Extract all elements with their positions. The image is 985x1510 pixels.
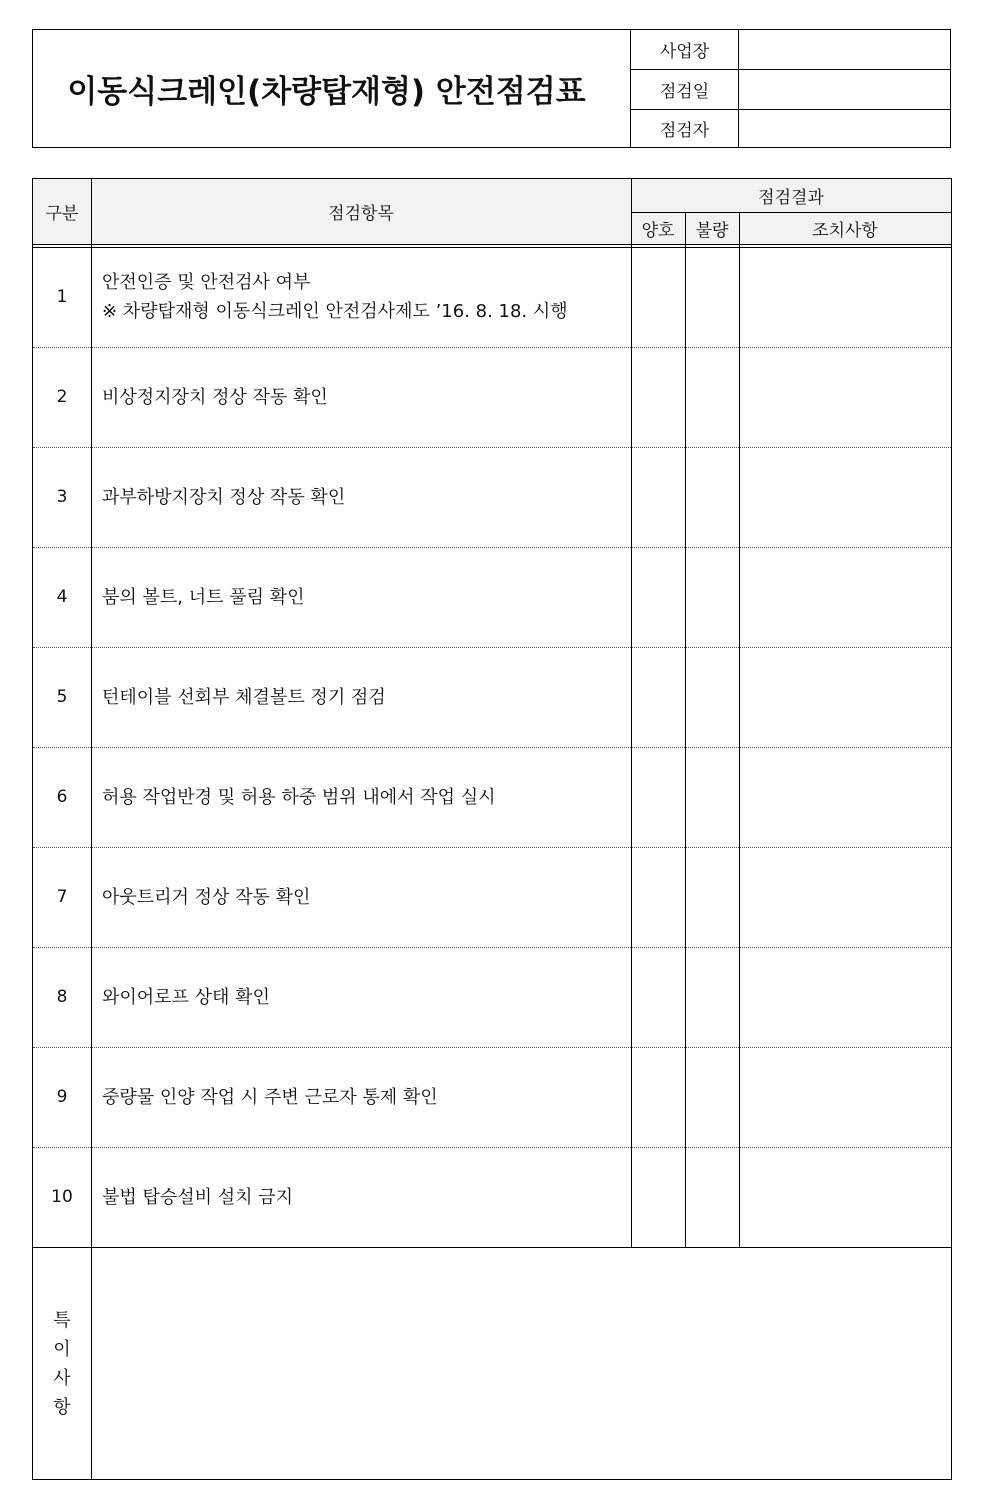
row-bad-cell[interactable]: [686, 747, 739, 847]
row-bad-cell[interactable]: [686, 947, 739, 1047]
row-item-text: 과부하방지장치 정상 작동 확인: [102, 486, 346, 508]
row-item-text: 와이어로프 상태 확인: [102, 986, 270, 1008]
row-good-cell[interactable]: [632, 947, 685, 1047]
header-action: 조치사항: [739, 212, 951, 244]
row-number: 4: [56, 587, 68, 607]
row-number: 9: [56, 1087, 68, 1107]
meta-row-date: [631, 70, 950, 110]
remarks-char: 사: [53, 1367, 71, 1389]
row-item-text: 안전인증 및 안전검사 여부: [102, 272, 311, 293]
row-good-cell[interactable]: [632, 247, 685, 347]
row-number: 1: [56, 287, 68, 307]
row-bad-cell[interactable]: [686, 847, 739, 947]
row-item-text: 턴테이블 선회부 체결볼트 정기 점검: [102, 686, 386, 708]
remarks-char: 항: [53, 1396, 71, 1418]
meta-row-site: [631, 30, 950, 70]
row-bad-cell[interactable]: [686, 447, 739, 547]
checklist-table: [32, 178, 952, 1480]
row-item: [92, 847, 631, 947]
row-item: [92, 647, 631, 747]
meta-label-date: 점검일: [631, 70, 739, 109]
remarks-label: [33, 1248, 91, 1479]
row-number: 6: [56, 787, 68, 807]
row-good-cell[interactable]: [632, 1047, 685, 1147]
remarks-char: 이: [53, 1338, 71, 1360]
row-item-text: 불법 탑승설비 설치 금지: [102, 1186, 294, 1208]
row-item: [92, 1047, 631, 1147]
row-action-cell[interactable]: [740, 447, 951, 547]
header-good: 양호: [631, 212, 685, 244]
row-item: [92, 447, 631, 547]
row-item: [92, 947, 631, 1047]
row-item: [92, 547, 631, 647]
row-item: [92, 747, 631, 847]
row-item-text: 허용 작업반경 및 허용 하중 범위 내에서 작업 실시: [102, 786, 496, 808]
page-title: 이동식크레인(차량탑재형) 안전점검표: [67, 74, 586, 110]
row-good-cell[interactable]: [632, 347, 685, 447]
row-good-cell[interactable]: [632, 847, 685, 947]
row-item-text: 붐의 볼트, 너트 풀림 확인: [102, 586, 305, 608]
row-number: 3: [56, 487, 68, 507]
row-item: [92, 347, 631, 447]
row-number: 8: [56, 987, 68, 1007]
row-good-cell[interactable]: [632, 547, 685, 647]
row-number: 7: [56, 887, 68, 907]
meta-value-date[interactable]: [739, 70, 950, 109]
remarks-field[interactable]: [92, 1248, 951, 1479]
row-number: 10: [51, 1187, 73, 1207]
row-bad-cell[interactable]: [686, 347, 739, 447]
title-box: [33, 30, 631, 147]
row-item: [92, 1147, 631, 1247]
row-action-cell[interactable]: [740, 547, 951, 647]
row-action-cell[interactable]: [740, 847, 951, 947]
row-action-cell[interactable]: [740, 747, 951, 847]
row-good-cell[interactable]: [632, 1147, 685, 1247]
row-action-cell[interactable]: [740, 947, 951, 1047]
row-number: 5: [56, 687, 68, 707]
meta-value-inspector[interactable]: [739, 110, 950, 147]
meta-label-inspector: 점검자: [631, 110, 739, 147]
row-item-text: 비상정지장치 정상 작동 확인: [102, 386, 328, 408]
header-bad: 불량: [685, 212, 739, 244]
row-bad-cell[interactable]: [686, 1147, 739, 1247]
remarks-char: 특: [53, 1309, 71, 1331]
row-good-cell[interactable]: [632, 647, 685, 747]
meta-row-inspector: [631, 110, 950, 147]
row-good-cell[interactable]: [632, 447, 685, 547]
row-good-cell[interactable]: [632, 747, 685, 847]
row-bad-cell[interactable]: [686, 247, 739, 347]
row-item-text: 중량물 인양 작업 시 주변 근로자 통제 확인: [102, 1086, 438, 1108]
row-item: [92, 247, 631, 347]
meta-value-site[interactable]: [739, 30, 950, 69]
row-bad-cell[interactable]: [686, 1047, 739, 1147]
row-action-cell[interactable]: [740, 647, 951, 747]
row-action-cell[interactable]: [740, 247, 951, 347]
row-action-cell[interactable]: [740, 347, 951, 447]
header-category: 구분: [33, 179, 91, 244]
meta-table: [631, 30, 950, 147]
row-number: 2: [56, 387, 68, 407]
meta-label-site: 사업장: [631, 30, 739, 69]
row-bad-cell[interactable]: [686, 647, 739, 747]
header-item: 점검항목: [91, 179, 631, 244]
row-action-cell[interactable]: [740, 1147, 951, 1247]
row-action-cell[interactable]: [740, 1047, 951, 1147]
form-header: [32, 29, 951, 148]
row-item-text: 아웃트리거 정상 작동 확인: [102, 886, 311, 908]
row-bad-cell[interactable]: [686, 547, 739, 647]
row-item-note: ※ 차량탑재형 이동식크레인 안전검사제도 ’16. 8. 18. 시행: [102, 301, 568, 322]
header-divider: [631, 212, 951, 213]
header-result: 점검결과: [631, 179, 951, 212]
